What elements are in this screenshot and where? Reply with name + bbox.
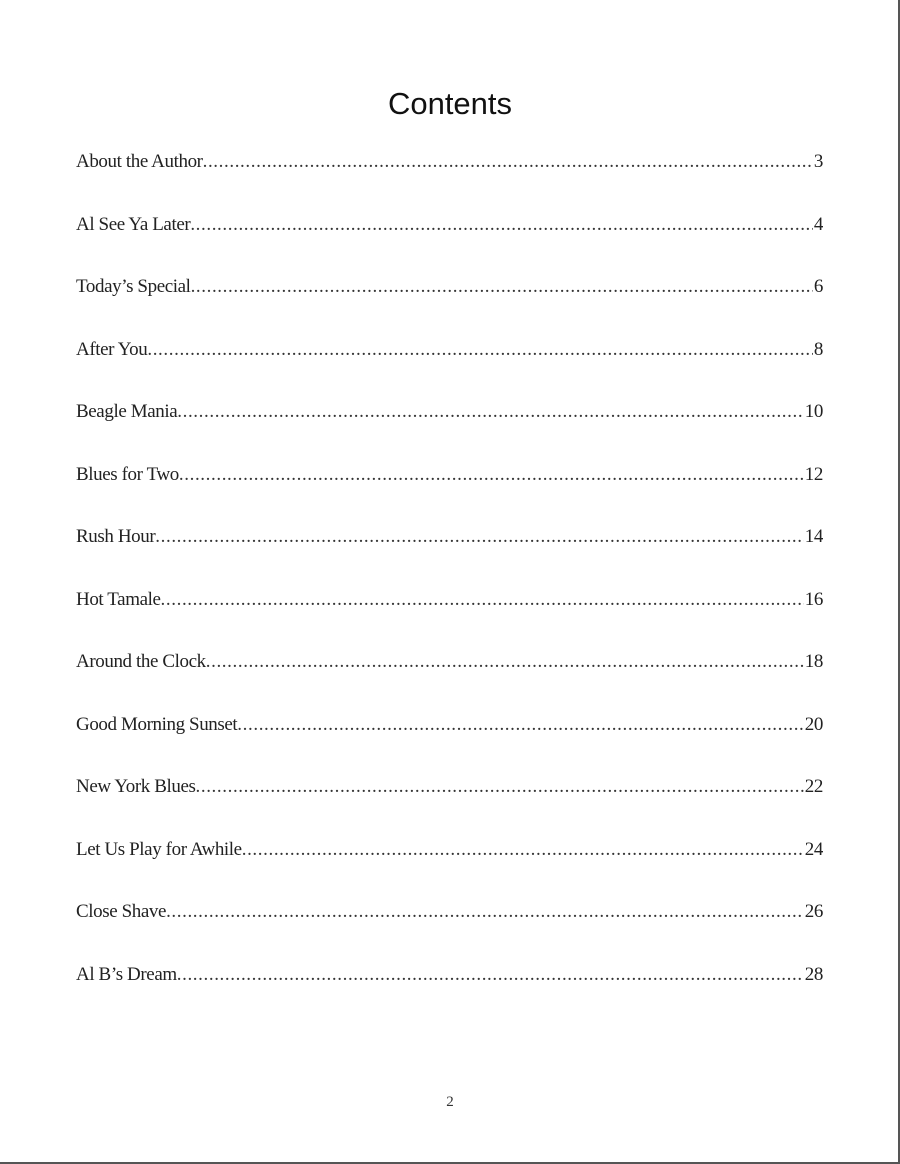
- dot-leader: [155, 517, 804, 557]
- toc-entry: [76, 455, 823, 518]
- toc-entry-page: 18: [804, 651, 823, 672]
- page-number: 2: [446, 1094, 454, 1110]
- table-of-contents: [76, 142, 823, 1017]
- toc-entry: [76, 330, 823, 393]
- dot-leader: [177, 955, 804, 995]
- toc-entry-title: New York Blues: [76, 776, 196, 797]
- toc-entry-page: 12: [804, 463, 823, 485]
- toc-entry-title: About the Author: [76, 151, 203, 172]
- dot-leader: [237, 705, 804, 745]
- toc-entry: [76, 830, 823, 893]
- toc-entry-page: 24: [804, 838, 823, 860]
- toc-entry-title: Beagle Mania: [76, 401, 178, 422]
- toc-entry: [76, 767, 823, 830]
- toc-entry-page: 4: [813, 213, 823, 235]
- toc-entry-title: Today’s Special: [76, 276, 191, 297]
- toc-entry: [76, 642, 823, 705]
- dot-leader: [177, 392, 804, 432]
- toc-entry-page: 22: [804, 776, 823, 797]
- toc-entry-title: Close Shave: [76, 901, 167, 922]
- toc-entry-page: 8: [813, 338, 823, 360]
- page-title: Contents: [387, 86, 513, 121]
- toc-entry-page: 6: [813, 276, 823, 297]
- toc-entry-title: Good Morning Sunset: [76, 713, 238, 735]
- toc-entry: [76, 267, 823, 330]
- dot-leader: [242, 830, 804, 870]
- toc-entry-title: Al See Ya Later: [76, 213, 191, 235]
- toc-entry-title: Let Us Play for Awhile: [76, 838, 242, 860]
- toc-entry: [76, 517, 823, 580]
- toc-entry-page: 16: [804, 588, 823, 610]
- dot-leader: [206, 642, 804, 682]
- dot-leader: [179, 455, 804, 495]
- toc-entry-page: 14: [804, 526, 823, 547]
- toc-entry-title: Al B’s Dream: [76, 963, 177, 985]
- dot-leader: [161, 580, 804, 620]
- toc-entry-page: 26: [804, 901, 823, 922]
- toc-entry-title: Hot Tamale: [76, 588, 161, 610]
- dot-leader: [191, 267, 813, 307]
- toc-entry: [76, 580, 823, 643]
- toc-entry-page: 10: [804, 401, 823, 422]
- toc-entry: [76, 705, 823, 768]
- dot-leader: [203, 142, 813, 182]
- toc-entry-page: 3: [813, 151, 823, 172]
- toc-entry-page: 20: [804, 713, 823, 735]
- dot-leader: [147, 330, 813, 370]
- toc-entry-title: Blues for Two: [76, 463, 179, 485]
- toc-entry-page: 28: [804, 963, 823, 985]
- dot-leader: [196, 767, 804, 807]
- dot-leader: [190, 205, 813, 245]
- toc-entry: [76, 955, 823, 1018]
- toc-entry: [76, 392, 823, 455]
- toc-entry: [76, 205, 823, 268]
- dot-leader: [166, 892, 804, 932]
- toc-entry-title: Rush Hour: [76, 526, 156, 547]
- toc-entry-title: Around the Clock: [76, 651, 206, 672]
- toc-entry: [76, 892, 823, 955]
- toc-entry-title: After You: [76, 338, 148, 360]
- toc-entry: [76, 142, 823, 205]
